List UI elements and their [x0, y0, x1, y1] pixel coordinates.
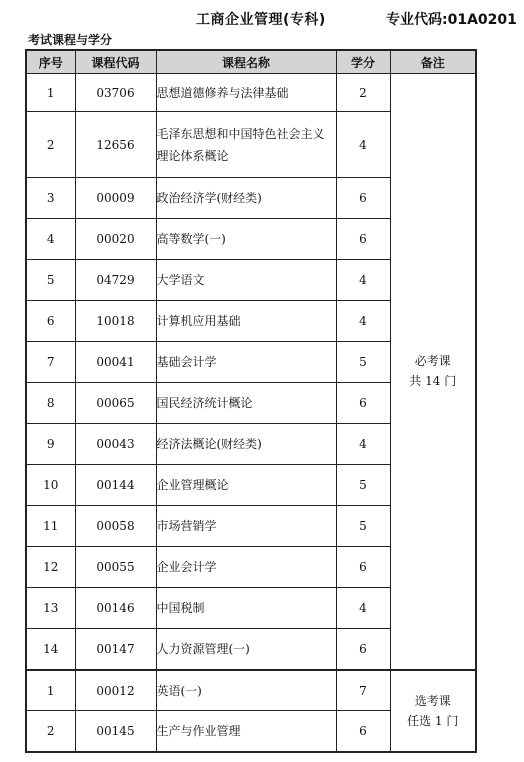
- row-credit: 7: [336, 670, 390, 711]
- required-note-count: 共 14 门: [409, 374, 457, 389]
- row-no: 12: [26, 547, 75, 588]
- elective-note-count: 任选 1 门: [407, 713, 459, 728]
- row-name: 市场营销学: [156, 506, 336, 547]
- program-title: 工商企业管理(专科): [196, 12, 326, 28]
- row-code: 10018: [75, 301, 156, 342]
- elective-note: [390, 670, 476, 752]
- row-code: 00058: [75, 506, 156, 547]
- row-credit: 6: [336, 629, 390, 670]
- row-credit: 4: [336, 424, 390, 465]
- row-no: 2: [26, 112, 75, 178]
- row-code: 00020: [75, 219, 156, 260]
- row-name: 人力资源管理(一): [156, 629, 336, 670]
- row-name: 英语(一): [156, 670, 336, 711]
- row-name: 国民经济统计概论: [156, 383, 336, 424]
- row-credit: 6: [336, 711, 390, 752]
- col-header-code: 课程代码: [75, 50, 156, 74]
- row-no: 3: [26, 178, 75, 219]
- table-row: [26, 670, 476, 711]
- row-no: 2: [26, 711, 75, 752]
- row-no: 1: [26, 74, 75, 112]
- row-code: 00146: [75, 588, 156, 629]
- course-table: [25, 49, 477, 753]
- row-name: 政治经济学(财经类): [156, 178, 336, 219]
- row-credit: 2: [336, 74, 390, 112]
- row-code: 00009: [75, 178, 156, 219]
- row-name: 思想道德修养与法律基础: [156, 74, 336, 112]
- row-credit: 6: [336, 383, 390, 424]
- row-name: 生产与作业管理: [156, 711, 336, 752]
- row-no: 6: [26, 301, 75, 342]
- row-no: 11: [26, 506, 75, 547]
- row-code: 00055: [75, 547, 156, 588]
- row-no: 8: [26, 383, 75, 424]
- col-header-name: 课程名称: [156, 50, 336, 74]
- row-credit: 6: [336, 178, 390, 219]
- section-label: 考试课程与学分: [28, 33, 113, 47]
- row-no: 9: [26, 424, 75, 465]
- row-credit: 4: [336, 260, 390, 301]
- row-credit: 5: [336, 342, 390, 383]
- col-header-credit: 学分: [336, 50, 390, 74]
- table-row: [26, 74, 476, 112]
- required-note: [390, 74, 476, 670]
- row-code: 00012: [75, 670, 156, 711]
- row-code: 00144: [75, 465, 156, 506]
- program-code: 专业代码:01A0201: [386, 12, 517, 28]
- row-no: 4: [26, 219, 75, 260]
- row-name: 计算机应用基础: [156, 301, 336, 342]
- row-code: 00145: [75, 711, 156, 752]
- row-name: 基础会计学: [156, 342, 336, 383]
- row-code: 03706: [75, 74, 156, 112]
- row-no: 14: [26, 629, 75, 670]
- row-code: 00065: [75, 383, 156, 424]
- table-header-row: [26, 50, 476, 74]
- row-name: 企业会计学: [156, 547, 336, 588]
- row-name: 大学语文: [156, 260, 336, 301]
- row-code: 04729: [75, 260, 156, 301]
- row-credit: 5: [336, 465, 390, 506]
- row-no: 10: [26, 465, 75, 506]
- row-credit: 6: [336, 219, 390, 260]
- row-no: 7: [26, 342, 75, 383]
- row-name: 经济法概论(财经类): [156, 424, 336, 465]
- row-code: 00041: [75, 342, 156, 383]
- col-header-note: 备注: [390, 50, 476, 74]
- row-credit: 6: [336, 547, 390, 588]
- row-no: 5: [26, 260, 75, 301]
- row-name: 毛泽东思想和中国特色社会主义理论体系概论: [156, 112, 336, 178]
- row-no: 1: [26, 670, 75, 711]
- row-credit: 5: [336, 506, 390, 547]
- row-credit: 4: [336, 301, 390, 342]
- row-name: 高等数学(一): [156, 219, 336, 260]
- row-credit: 4: [336, 112, 390, 178]
- required-note-label: 必考课: [414, 354, 451, 369]
- row-name: 企业管理概论: [156, 465, 336, 506]
- row-no: 13: [26, 588, 75, 629]
- row-name: 中国税制: [156, 588, 336, 629]
- row-code: 00043: [75, 424, 156, 465]
- col-header-no: 序号: [26, 50, 75, 74]
- row-code: 00147: [75, 629, 156, 670]
- elective-note-label: 选考课: [414, 693, 451, 708]
- row-credit: 4: [336, 588, 390, 629]
- row-code: 12656: [75, 112, 156, 178]
